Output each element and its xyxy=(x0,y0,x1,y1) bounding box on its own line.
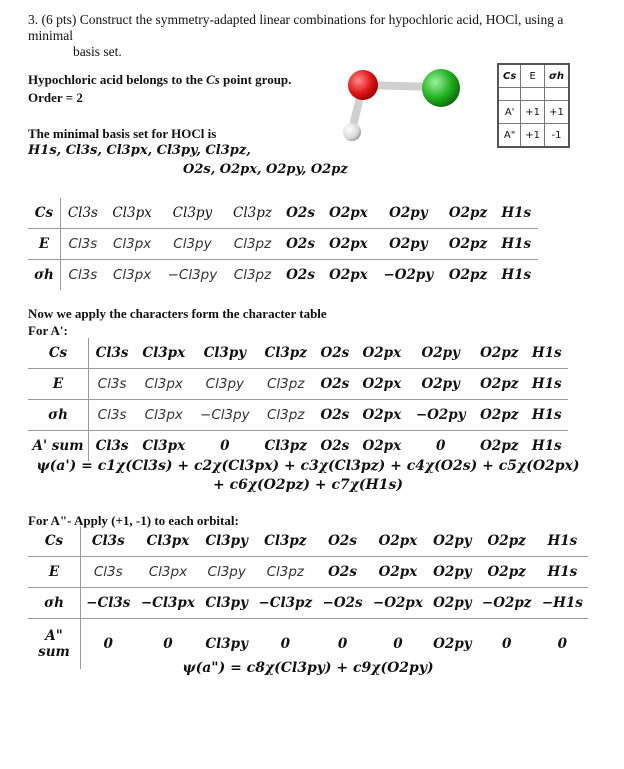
table-cell: O2pz xyxy=(441,229,494,260)
table-cell: O2py xyxy=(428,619,476,669)
ct-row-label: A' xyxy=(498,101,521,124)
table-header-cell: Cl3pz xyxy=(257,338,314,369)
a-prime-salc-equation-line1: ψ(a') = c1χ(Cl3s) + c2χ(Cl3px) + c3χ(Cl3pz) + c4χ(O2s) + c5χ(O2px) xyxy=(36,458,580,474)
table-cell: Cl3s xyxy=(97,407,127,423)
for-a-prime-label: For A': xyxy=(28,323,68,338)
table-header-cell: Cl3pz xyxy=(253,526,317,557)
table-header-cell: Cl3px xyxy=(135,338,192,369)
table-header-cell: H1s xyxy=(537,526,588,557)
table-header-cell: O2pz xyxy=(473,338,525,369)
character-table xyxy=(497,63,570,148)
hydrogen-atom xyxy=(343,123,361,141)
table-cell: Cl3pz xyxy=(226,229,280,260)
hocl-molecule-image xyxy=(338,60,468,150)
question-line2: basis set. xyxy=(73,44,122,59)
table-cell: −O2pz xyxy=(481,595,532,611)
table-header-cell: Cl3py xyxy=(192,338,257,369)
table-cell: O2pz xyxy=(473,431,525,462)
table-cell: 0 xyxy=(81,619,136,669)
table-cell: O2px xyxy=(362,407,402,423)
a-double-prime-table xyxy=(28,526,588,669)
table-header-cell: Cl3s xyxy=(89,338,136,369)
order-text: Order = 2 xyxy=(28,90,83,105)
table-cell: 0 xyxy=(253,619,317,669)
table-cell: E xyxy=(28,369,89,400)
for-a-double-prime-heading: For A"- Apply (+1, -1) to each orbital: xyxy=(28,513,239,528)
table-header-cell: O2px xyxy=(368,526,429,557)
point-group-symbol: Cs xyxy=(206,72,220,87)
table-row xyxy=(28,431,568,462)
table-cell: σh xyxy=(28,260,60,291)
table-cell: Cl3s xyxy=(89,431,136,462)
table-cell: O2py xyxy=(428,557,476,588)
table-cell: H1s xyxy=(525,369,568,400)
table-cell: O2px xyxy=(329,267,368,283)
table-cell: −Cl3s xyxy=(86,595,131,611)
table-cell: Cl3s xyxy=(60,229,104,260)
table-header-cell: H1s xyxy=(495,198,538,229)
table-header-cell: O2px xyxy=(356,338,409,369)
table-cell: Cl3py xyxy=(159,229,225,260)
table-cell: −O2px xyxy=(372,595,423,611)
a-prime-salc-equation-line2: + c6χ(O2pz) + c7χ(H1s) xyxy=(212,477,404,493)
table-header-cell: O2s xyxy=(314,338,355,369)
table-header-cell: Cl3px xyxy=(136,526,201,557)
table-cell: Cl3py xyxy=(200,619,253,669)
table-row xyxy=(28,260,538,291)
table-cell: O2py xyxy=(408,369,473,400)
oxygen-atom xyxy=(348,70,378,100)
ct-cell: -1 xyxy=(545,124,569,148)
table-cell: Cl3py xyxy=(192,369,257,400)
table-header-cell: O2s xyxy=(317,526,367,557)
table-header-cell: Cl3s xyxy=(60,198,104,229)
basis-line2: O2s, O2px, O2py, O2pz xyxy=(183,162,348,177)
table-cell: Cl3pz xyxy=(257,431,314,462)
table-cell: E xyxy=(28,229,60,260)
table-cell: −Cl3px xyxy=(140,595,195,611)
table-cell: O2s xyxy=(314,431,355,462)
table-cell: H1s xyxy=(495,229,538,260)
table-row xyxy=(28,588,588,619)
table-cell: O2px xyxy=(322,229,376,260)
table-cell: 0 xyxy=(537,619,588,669)
table-cell: 0 xyxy=(408,431,473,462)
table-cell: Cl3pz xyxy=(233,267,272,283)
table-cell: Cl3px xyxy=(144,407,183,423)
table-cell: Cl3px xyxy=(105,229,160,260)
reducible-rep-table-1 xyxy=(28,198,538,290)
table-cell: 0 xyxy=(368,619,429,669)
table-cell: Cl3px xyxy=(135,431,192,462)
table-cell: H1s xyxy=(501,267,532,283)
table-cell: O2pz xyxy=(480,407,519,423)
table-cell: H1s xyxy=(525,431,568,462)
table-header-cell: O2pz xyxy=(441,198,494,229)
table-cell: O2pz xyxy=(448,267,488,283)
table-header-cell: O2s xyxy=(279,198,321,229)
table-cell: −Cl3pz xyxy=(258,595,313,611)
table-cell: Cl3py xyxy=(200,557,253,588)
a-double-prime-salc-equation: ψ(a") = c8χ(Cl3py) + c9χ(O2py) xyxy=(182,660,434,676)
question-line1: 3. (6 pts) Construct the symmetry-adapted linear combinations for hypochloric acid, HOCl, using a minimal xyxy=(28,12,564,43)
question-text xyxy=(28,12,608,60)
table-cell: Cl3px xyxy=(112,267,152,283)
table-row xyxy=(28,369,568,400)
table-cell: −O2py xyxy=(383,267,434,283)
table-cell: Cl3pz xyxy=(267,407,305,423)
table-cell: Cl3px xyxy=(135,369,192,400)
ct-header-e: E xyxy=(521,64,545,88)
table-cell: Cl3py xyxy=(205,595,248,611)
table-cell: O2px xyxy=(368,557,429,588)
table-header-cell: O2pz xyxy=(477,526,537,557)
table-cell: O2s xyxy=(279,229,321,260)
table-cell: −Cl3py xyxy=(167,267,218,283)
ct-header-cs: Cs xyxy=(498,64,521,88)
table-cell: σh xyxy=(28,400,89,431)
table-cell: 0 xyxy=(136,619,201,669)
ct-header-sigma: σh xyxy=(545,64,569,88)
table-header-cell: H1s xyxy=(525,338,568,369)
table-header-cell: Cs xyxy=(28,526,81,557)
table-cell: σh xyxy=(28,588,81,619)
table-header-cell: Cl3s xyxy=(81,526,136,557)
table-cell: O2pz xyxy=(477,557,537,588)
ct-row-label: A" xyxy=(498,124,521,148)
basis-line1: H1s, Cl3s, Cl3px, Cl3py, Cl3pz, xyxy=(28,143,251,158)
table-cell: H1s xyxy=(531,407,562,423)
table-cell: O2py xyxy=(375,229,441,260)
table-header-cell: O2py xyxy=(408,338,473,369)
ct-cell: +1 xyxy=(521,101,545,124)
table-cell: 0 xyxy=(317,619,367,669)
table-cell: O2s xyxy=(314,369,355,400)
table-row xyxy=(28,557,588,588)
table-cell: O2s xyxy=(286,267,315,283)
table-cell: Cl3s xyxy=(89,369,136,400)
table-cell: −O2py xyxy=(415,407,466,423)
table-cell: O2px xyxy=(356,369,409,400)
table-cell: A' sum xyxy=(28,431,89,462)
point-group-statement: Hypochloric acid belongs to the Cs point group. xyxy=(28,72,292,87)
table-header-cell: Cl3pz xyxy=(226,198,280,229)
basis-heading: The minimal basis set for HOCl is xyxy=(28,126,217,141)
table-cell: O2s xyxy=(320,407,350,423)
table-cell: O2px xyxy=(356,431,409,462)
table-header-cell: Cl3py xyxy=(200,526,253,557)
table-header-cell: O2px xyxy=(322,198,376,229)
table-cell: O2pz xyxy=(473,369,525,400)
table-header-cell: Cs xyxy=(28,198,60,229)
table-header-cell: O2py xyxy=(375,198,441,229)
table-cell: −O2s xyxy=(322,595,363,611)
table-cell: Cl3px xyxy=(136,557,201,588)
table-cell: Cl3pz xyxy=(257,369,314,400)
table-row xyxy=(28,229,538,260)
table-cell: O2s xyxy=(317,557,367,588)
table-cell: E xyxy=(28,557,81,588)
table-cell: Cl3s xyxy=(81,557,136,588)
table-header-cell: O2py xyxy=(428,526,476,557)
table-cell: A" sum xyxy=(28,619,81,669)
table-header-cell: Cs xyxy=(28,338,89,369)
table-row xyxy=(28,400,568,431)
table-cell: −H1s xyxy=(541,595,583,611)
a-prime-table xyxy=(28,338,568,461)
table-header-cell: Cl3px xyxy=(105,198,160,229)
chlorine-atom xyxy=(422,69,460,107)
table-cell: O2py xyxy=(433,595,472,611)
ct-cell: +1 xyxy=(521,124,545,148)
table-cell: Cl3pz xyxy=(253,557,317,588)
table-cell: 0 xyxy=(477,619,537,669)
section2-heading: Now we apply the characters form the character table xyxy=(28,306,327,321)
table-cell: Cl3s xyxy=(68,267,98,283)
table-header-cell: Cl3py xyxy=(159,198,225,229)
table-cell: −Cl3py xyxy=(200,407,250,423)
ct-cell: +1 xyxy=(545,101,569,124)
table-cell: H1s xyxy=(537,557,588,588)
table-cell: 0 xyxy=(192,431,257,462)
